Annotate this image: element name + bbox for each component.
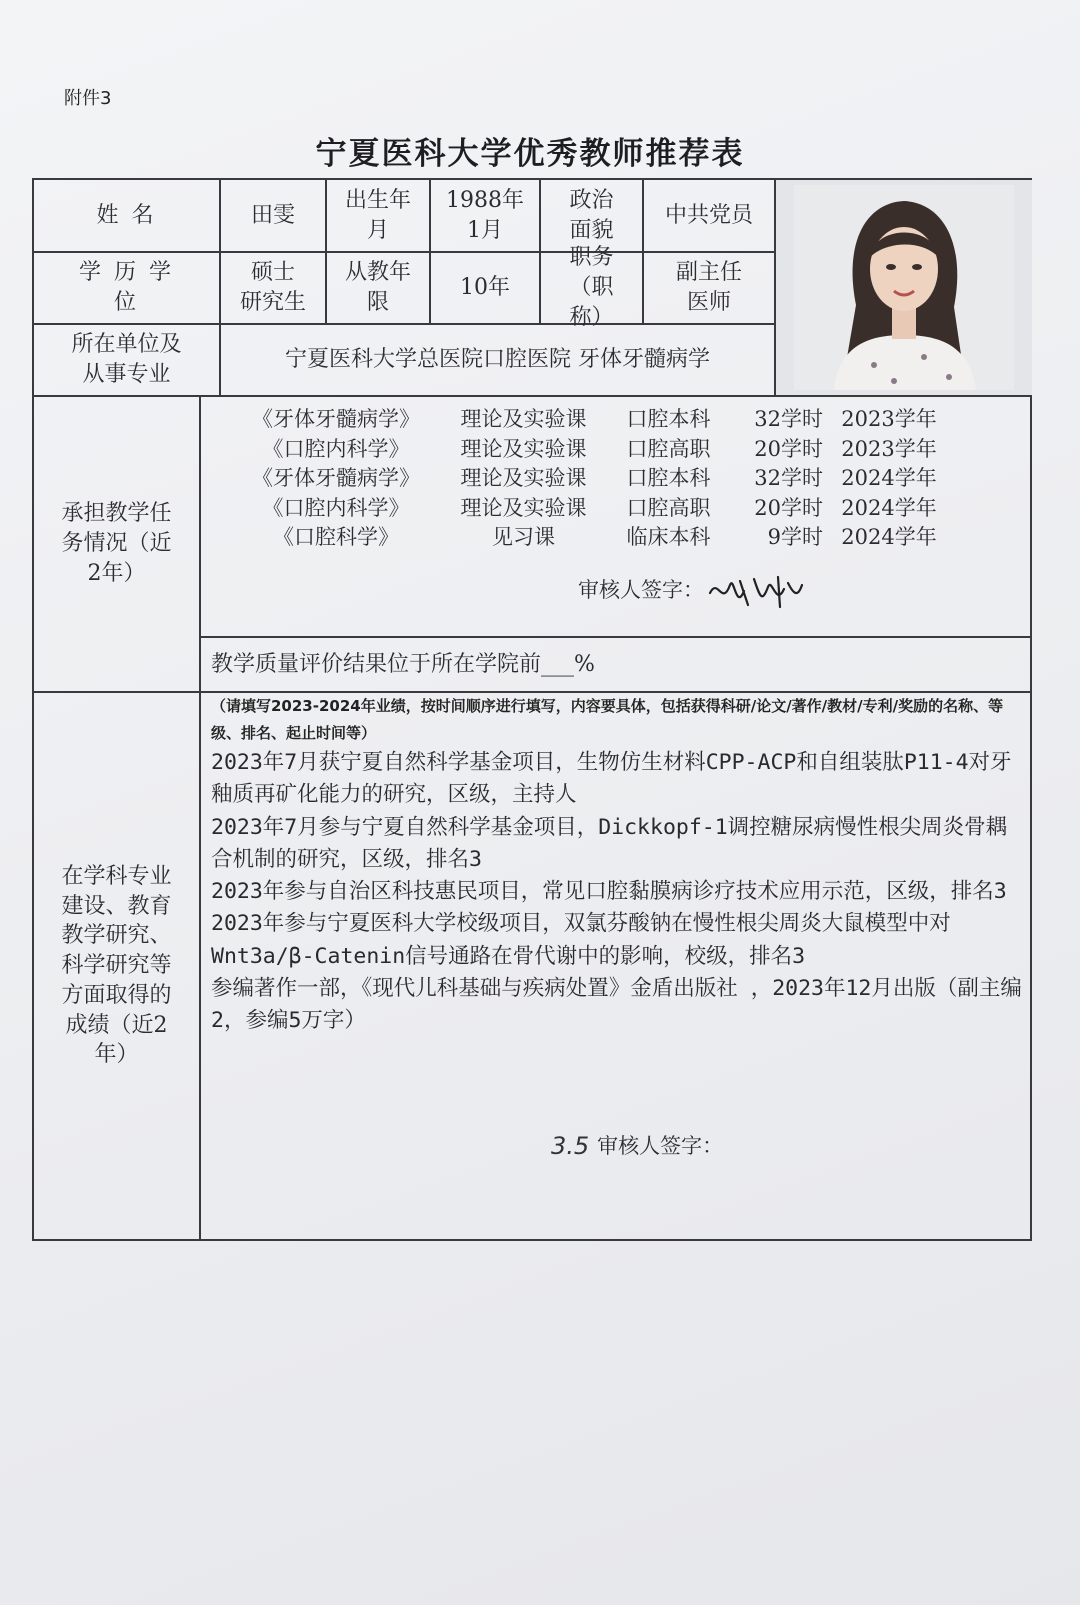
reviewer-label: 审核人签字： <box>597 1134 724 1159</box>
course-name: 《口腔内科学》 <box>262 495 410 520</box>
name-value: 田雯 <box>221 180 327 253</box>
achievement-item: 参编著作一部，《现代儿科基础与疾病处置》金盾出版社 ，2023年12月出版（副主编2，参编5万字） <box>211 976 1022 1034</box>
birth-value: 1988年 1月 <box>431 180 541 253</box>
teaching-reviewer-signature <box>578 567 804 613</box>
teaching-row <box>231 405 1020 435</box>
position-value: 副主任医师 <box>644 253 776 325</box>
teaching-row <box>231 523 1020 553</box>
achievement-item: 2023年7月获宁夏自然科学基金项目，生物仿生材料CPP-ACP和自组装肽P11-4对牙釉质再矿化能力的研究，区级，主持人 <box>211 750 1012 808</box>
teaching-quality-text: 教学质量评价结果位于所在学院前___% <box>211 651 595 677</box>
achievements-label: 在学科专业建设、教育教学研究、科学研究等方面取得的成绩（近2年） <box>34 693 201 1239</box>
score-note: 3.5 <box>551 1132 590 1160</box>
achievement-item: 2023年参与自治区科技惠民项目，常见口腔黏膜病诊疗技术应用示范，区级，排名3 <box>211 879 1007 905</box>
course-type: 见习课 <box>492 525 555 549</box>
portrait-icon <box>794 185 1014 390</box>
course-level: 临床本科 <box>626 525 711 549</box>
attachment-label: 附件3 <box>64 88 112 109</box>
course-level: 口腔高职 <box>626 495 711 520</box>
years-value: 10年 <box>431 253 541 325</box>
course-hours: 20学时 <box>754 436 823 461</box>
course-hours: 32学时 <box>754 466 823 490</box>
course-name: 《口腔科学》 <box>273 525 399 549</box>
teaching-row <box>231 494 1020 524</box>
achievements-cell <box>201 693 1030 1239</box>
teaching-tasks-cell <box>201 397 1030 638</box>
achievements-list <box>201 747 1030 1038</box>
teaching-row <box>231 435 1020 465</box>
years-label: 从教年限 <box>327 253 431 325</box>
course-level: 口腔高职 <box>626 436 711 461</box>
course-type: 理论及实验课 <box>460 466 587 490</box>
portrait-photo <box>776 180 1032 397</box>
reviewer-label: 审核人签字： <box>578 577 704 602</box>
handwritten-signature-icon <box>704 567 804 613</box>
unit-label: 所在单位及从事专业 <box>34 325 221 397</box>
name-label: 姓 名 <box>34 180 221 253</box>
unit-value: 宁夏医科大学总医院口腔医院 牙体牙髓病学 <box>221 325 776 397</box>
achievement-item: 2023年7月参与宁夏自然科学基金项目，Dickkopf-1调控糖尿病慢性根尖周炎骨耦合机制的研究，区级，排名3 <box>211 814 1008 872</box>
course-type: 理论及实验课 <box>460 495 587 520</box>
course-type: 理论及实验课 <box>460 436 587 461</box>
education-value: 硕士 研究生 <box>221 253 327 325</box>
achievements-instructions: （请填写2023-2024年业绩，按时间顺序进行填写，内容要具体，包括获得科研/论文/著作/教材/专利/奖励的名称、等级、排名、起止时间等） <box>211 697 1004 742</box>
birth-label: 出生年月 <box>327 180 431 253</box>
teaching-task-list <box>231 405 1020 553</box>
course-year: 2024学年 <box>841 525 937 549</box>
achievements-reviewer-signature <box>551 1130 723 1162</box>
course-hours: 20学时 <box>754 495 823 520</box>
course-year: 2024学年 <box>841 495 937 520</box>
course-year: 2023学年 <box>841 436 937 461</box>
achievement-item: 2023年参与宁夏医科大学校级项目，双氯芬酸钠在慢性根尖周炎大鼠模型中对 Wnt3a/β-Catenin信号通路在骨代谢中的影响，校级，排名3 <box>211 911 951 969</box>
recommendation-form <box>32 178 1032 1241</box>
course-type: 理论及实验课 <box>460 407 587 431</box>
course-level: 口腔本科 <box>626 407 711 431</box>
position-label: 职务（职称） <box>541 253 644 325</box>
course-hours: 32学时 <box>754 407 823 431</box>
course-hours: 9学时 <box>767 525 823 549</box>
teaching-row <box>231 464 1020 494</box>
course-name: 《牙体牙髓病学》 <box>252 407 420 431</box>
course-year: 2024学年 <box>841 466 937 490</box>
form-title: 宁夏医科大学优秀教师推荐表 <box>315 136 745 172</box>
teaching-label: 承担教学任务情况（近2年） <box>34 397 201 693</box>
course-name: 《牙体牙髓病学》 <box>252 466 420 490</box>
teaching-quality-cell <box>201 638 1030 693</box>
course-name: 《口腔内科学》 <box>262 436 410 461</box>
education-label: 学 历 学 位 <box>34 253 221 325</box>
political-value: 中共党员 <box>644 180 776 253</box>
political-label: 政治面貌 <box>541 180 644 253</box>
course-year: 2023学年 <box>841 407 937 431</box>
course-level: 口腔本科 <box>626 466 711 490</box>
